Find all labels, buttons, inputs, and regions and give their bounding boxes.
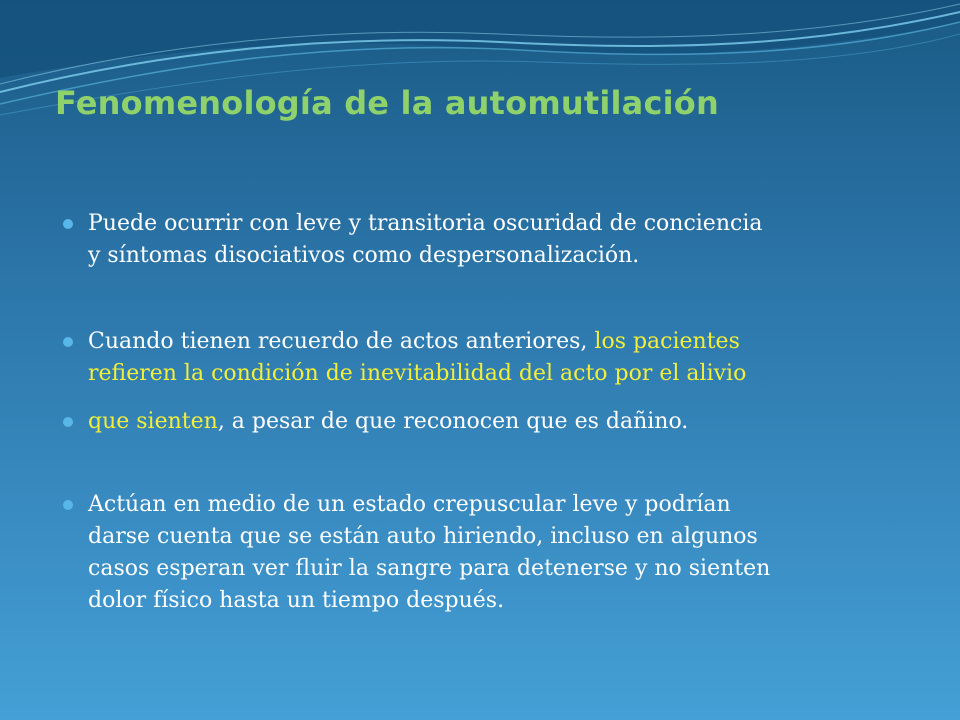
bullet-line (88, 489, 923, 521)
bullet-dot-icon (63, 337, 73, 347)
bullet-dot-icon (63, 500, 73, 510)
slide-title: Fenomenología de la automutilación (55, 84, 719, 122)
bullet-line (88, 585, 923, 617)
bullet-line (88, 240, 923, 272)
bullet-line (88, 326, 923, 358)
bullet-line (88, 406, 923, 438)
bullet-text (88, 406, 923, 438)
text-segment: Cuando tienen recuerdo de actos anteriores, (88, 329, 595, 354)
text-segment: casos esperan ver fluir la sangre para detenerse y no sienten (88, 556, 771, 581)
bullet-dot-icon (63, 219, 73, 229)
text-segment: darse cuenta que se están auto hiriendo, incluso en algunos (88, 524, 758, 549)
text-segment: , a pesar de que reconocen que es dañino. (217, 409, 689, 434)
text-segment: Puede ocurrir con leve y transitoria oscuridad de conciencia (88, 211, 763, 236)
text-segment-highlight: los pacientes (594, 329, 740, 354)
text-segment-highlight: refieren la condición de inevitabilidad del acto por el alivio (88, 361, 747, 386)
bullet-line (88, 553, 923, 585)
bullet-dot-icon (63, 417, 73, 427)
bullet-line (88, 208, 923, 240)
bullet-line (88, 521, 923, 553)
bullet-text (88, 489, 923, 617)
text-segment: y síntomas disociativos como despersonalización. (88, 243, 640, 268)
text-segment: Actúan en medio de un estado crepuscular leve y podrían (88, 492, 731, 517)
bullet-text (88, 326, 923, 390)
text-segment: dolor físico hasta un tiempo después. (88, 588, 505, 613)
bullet-line (88, 358, 923, 390)
bullet-text (88, 208, 923, 272)
text-segment-highlight: que sienten (88, 409, 218, 434)
